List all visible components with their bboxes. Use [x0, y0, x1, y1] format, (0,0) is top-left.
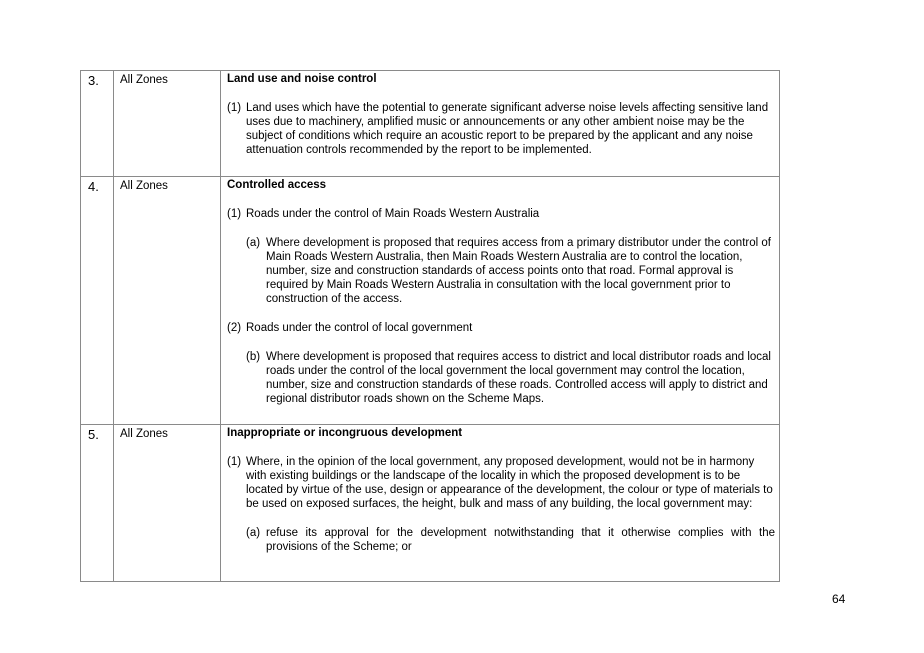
- clause-text: Roads under the control of local government: [246, 322, 473, 334]
- provision-clause: [227, 321, 775, 335]
- clause-marker: (1): [227, 208, 242, 220]
- provision-clause: [227, 101, 775, 157]
- row-number-cell: [81, 177, 114, 425]
- subclause-marker: (a): [246, 237, 261, 249]
- scheme-provisions-table: [80, 70, 780, 582]
- subclause-marker: (a): [246, 527, 261, 539]
- row-number-cell: [81, 71, 114, 177]
- table-row: [81, 71, 780, 177]
- zone-label: All Zones: [120, 428, 168, 440]
- provision-cell: [221, 71, 780, 177]
- provision-cell: [221, 425, 780, 582]
- row-number-cell: [81, 425, 114, 582]
- clause-text: Roads under the control of Main Roads Western Australia: [246, 208, 540, 220]
- zone-cell: [114, 425, 221, 582]
- provision-title: Controlled access: [227, 179, 327, 191]
- zone-cell: [114, 177, 221, 425]
- provision-subclause: [227, 526, 775, 554]
- provision-clause: [227, 207, 775, 221]
- clause-marker: (1): [227, 456, 242, 468]
- row-number: 4.: [88, 179, 99, 194]
- clause-marker: (2): [227, 322, 242, 334]
- clause-text: Land uses which have the potential to generate significant adverse noise levels affecting sensitive land uses due to machinery, amplified music or announcements or any other ambient noise may be the subject of conditions which require an acoustic report to be prepared by the applicant and any noise attenuation controls recommended by the report to be implemented.: [246, 102, 769, 156]
- row-number: 5.: [88, 427, 99, 442]
- provision-title: Land use and noise control: [227, 73, 377, 85]
- zone-label: All Zones: [120, 180, 168, 192]
- subclause-text: refuse its approval for the development notwithstanding that it otherwise complies with the provisions of the Scheme; or: [266, 527, 775, 553]
- subclause-text: Where development is proposed that requires access to district and local distributor roads and local roads under the control of the local government the local government may control the location, number, size and construction standards of these roads. Controlled access will apply to district and regional distributor roads shown on the Scheme Maps.: [266, 351, 771, 405]
- subclause-text: Where development is proposed that requires access from a primary distributor under the control of Main Roads Western Australia, then Main Roads Western Australia are to control the location, number, size and construction standards of access points onto that road. Formal approval is required by Main Roads Western Australia in consultation with the local government prior to construction of the access.: [266, 237, 771, 305]
- clause-text: Where, in the opinion of the local government, any proposed development, would not be in harmony with existing buildings or the landscape of the locality in which the proposed development is to be located by virtue of the use, design or appearance of the development, the colour or type of materials to be used on exposed surfaces, the height, bulk and mass of any building, the local government may:: [246, 456, 773, 510]
- provision-cell: [221, 177, 780, 425]
- table-row: [81, 177, 780, 425]
- zone-label: All Zones: [120, 74, 168, 86]
- clause-marker: (1): [227, 102, 242, 114]
- zone-cell: [114, 71, 221, 177]
- provision-clause: [227, 455, 775, 511]
- subclause-marker: (b): [246, 351, 261, 363]
- page-number: 64: [832, 592, 846, 606]
- row-number: 3.: [88, 73, 99, 88]
- provision-subclause: [227, 236, 775, 306]
- provision-title: Inappropriate or incongruous development: [227, 427, 463, 439]
- provision-subclause: [227, 350, 775, 406]
- table-row: [81, 425, 780, 582]
